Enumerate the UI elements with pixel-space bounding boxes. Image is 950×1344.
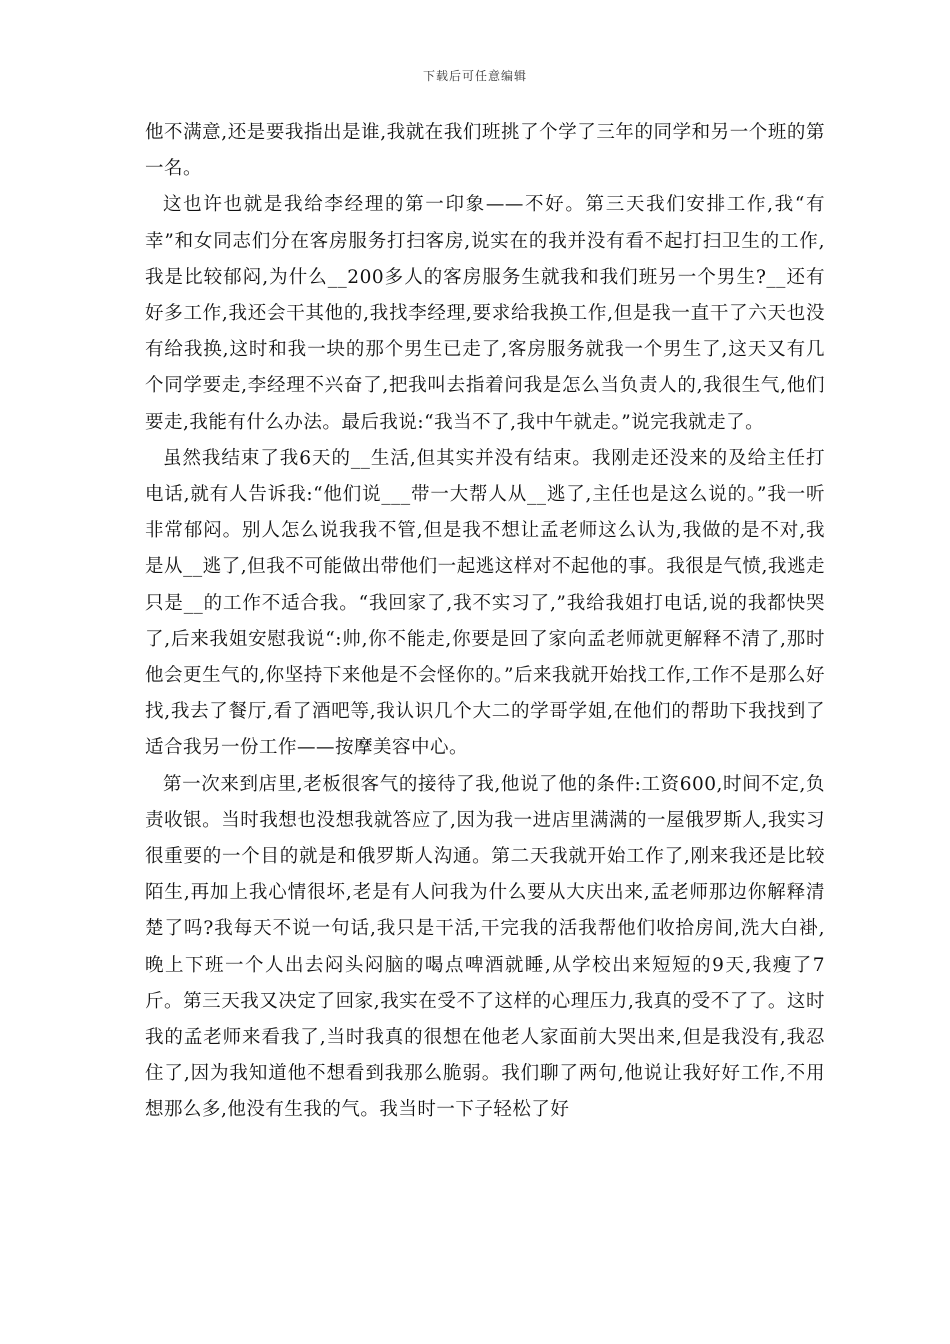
paragraph: 第一次来到店里,老板很客气的接待了我,他说了他的条件:工资600,时间不定,负责收银。当时我想也没想我就答应了,因为我一进店里满满的一屋俄罗斯人,我实习很重要的一个目的就是和俄罗斯人沟通。第二天我就开始工作了,刚来我还是比较陌生,再加上我心情很坏,老是有人问我为什么要从大庆出来,孟老师那边你解释清楚了吗?我每天不说一句话,我只是干活,干完我的活我帮他们收拾房间,洗大白褂,晚上下班一个人出去闷头闷脑的喝点啤酒就睡,从学校出来短短的9天,我瘦了7斤。第三天我又决定了回家,我实在受不了这样的心理压力,我真的受不了了。这时我的孟老师来看我了,当时我真的很想在他老人家面前大哭出来,但是我没有,我忍住了,因为我知道他不想看到我那么脆弱。我们聊了两句,他说让我好好工作,不用想那么多,他没有生我的气。我当时一下子轻松了好	[145, 773, 825, 1121]
paragraph: 他不满意,还是要我指出是谁,我就在我们班挑了个学了三年的同学和另一个班的第一名。	[145, 122, 825, 180]
paragraph: 这也许也就是我给李经理的第一印象——不好。第三天我们安排工作,我“有幸”和女同志们分在客房服务打扫客房,说实在的我并没有看不起打扫卫生的工作,我是比较郁闷,为什么__200多人的客房服务生就我和我们班另一个男生?__还有好多工作,我还会干其他的,我找李经理,要求给我换工作,但是我一直干了六天也没有给我换,这时和我一块的那个男生已走了,客房服务就我一个男生了,这天又有几个同学要走,李经理不兴奋了,把我叫去指着问我是怎么当负责人的,我很生气,他们要走,我能有什么办法。最后我说:“我当不了,我中午就走。”说完我就走了。	[145, 194, 825, 433]
document-body	[145, 115, 825, 1129]
paragraph: 虽然我结束了我6天的__生活,但其实并没有结束。我刚走还没来的及给主任打电话,就有人告诉我:“他们说___带一大帮人从__逃了,主任也是这么说的。”我一听非常郁闷。别人怎么说我我不管,但是我不想让孟老师这么认为,我做的是不对,我是从__逃了,但我不可能做出带他们一起逃这样对不起他的事。我很是气愤,我逃走只是__的工作不适合我。“我回家了,我不实习了,”我给我姐打电话,说的我都快哭了,后来我姐安慰我说“:帅,你不能走,你要是回了家向孟老师就更解释不清了,那时他会更生气的,你坚持下来他是不会怪你的。”后来我就开始找工作,工作不是那么好找,我去了餐厅,看了酒吧等,我认识几个大二的学哥学姐,在他们的帮助下我找到了适合我另一份工作——按摩美容中心。	[145, 447, 825, 759]
page-header: 下载后可任意编辑	[422, 69, 527, 83]
